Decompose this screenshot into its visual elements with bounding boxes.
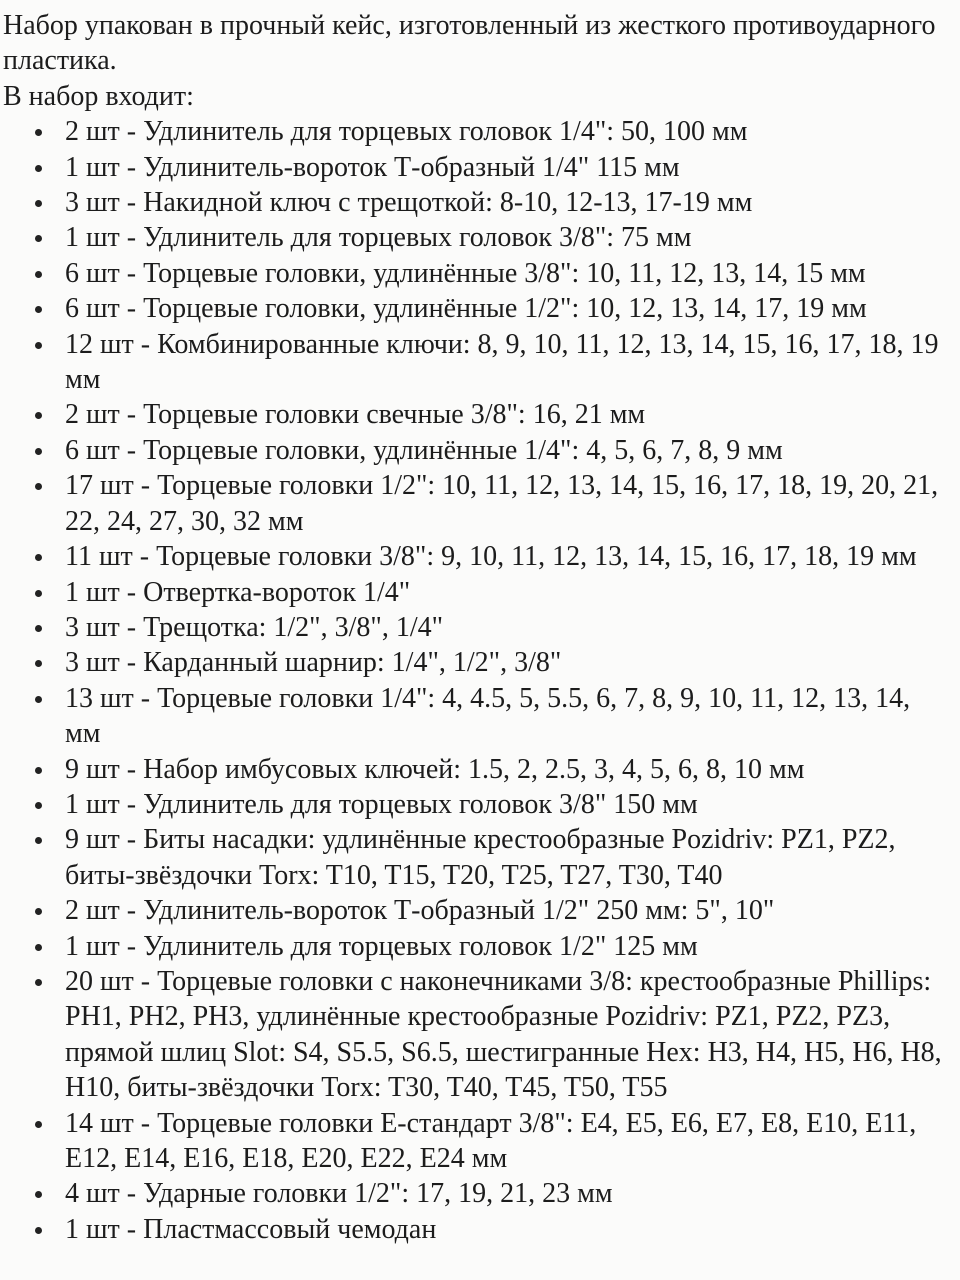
list-item: 12 шт - Комбинированные ключи: 8, 9, 10, 11, 12, 13, 14, 15, 16, 17, 18, 19 мм [65,327,952,398]
list-item: 1 шт - Удлинитель для торцевых головок 3/8": 75 мм [65,220,952,255]
list-item: 14 шт - Торцевые головки Е-стандарт 3/8": E4, E5, E6, E7, E8, E10, E11, E12, E14, E16, E18, E20, E22, E24 мм [65,1106,952,1177]
list-item: 6 шт - Торцевые головки, удлинённые 1/2": 10, 12, 13, 14, 17, 19 мм [65,291,952,326]
list-item: 11 шт - Торцевые головки 3/8": 9, 10, 11, 12, 13, 14, 15, 16, 17, 18, 19 мм [65,539,952,574]
list-heading: В набор входит: [3,80,194,112]
list-item: 2 шт - Удлинитель-вороток Т-образный 1/2" 250 мм: 5", 10" [65,893,952,928]
list-item: 9 шт - Набор имбусовых ключей: 1.5, 2, 2.5, 3, 4, 5, 6, 8, 10 мм [65,752,952,787]
list-item: 2 шт - Удлинитель для торцевых головок 1/4": 50, 100 мм [65,114,952,149]
list-item: 4 шт - Ударные головки 1/2": 17, 19, 21, 23 мм [65,1176,952,1211]
list-item: 3 шт - Накидной ключ с трещоткой: 8-10, 12-13, 17-19 мм [65,185,952,220]
list-item: 1 шт - Отвертка-вороток 1/4" [65,575,952,610]
list-item: 6 шт - Торцевые головки, удлинённые 3/8": 10, 11, 12, 13, 14, 15 мм [65,256,952,291]
list-item: 13 шт - Торцевые головки 1/4": 4, 4.5, 5, 5.5, 6, 7, 8, 9, 10, 11, 12, 13, 14, мм [65,681,952,752]
list-item: 2 шт - Торцевые головки свечные 3/8": 16, 21 мм [65,397,952,432]
intro-paragraph: Набор упакован в прочный кейс, изготовленный из жесткого противоударного пластика. [3,10,936,77]
list-item: 1 шт - Удлинитель для торцевых головок 3/8" 150 мм [65,787,952,822]
included-items-list [3,114,952,1247]
list-item: 20 шт - Торцевые головки с наконечниками 3/8: крестообразные Phillips: PH1, PH2, PH3, удлинённые крестообразные Pozidriv: PZ1, PZ2, PZ3, прямой шлиц Slot: S4, S5.5, S6.5, шестигранные Hex: H3, H4, H5, H6, H8, H10, биты-звёздочки Torx: T30, T40, T45, T50, T55 [65,964,952,1106]
list-item: 17 шт - Торцевые головки 1/2": 10, 11, 12, 13, 14, 15, 16, 17, 18, 19, 20, 21, 22, 24, 27, 30, 32 мм [65,468,952,539]
list-item: 3 шт - Карданный шарнир: 1/4", 1/2", 3/8" [65,645,952,680]
list-item: 1 шт - Пластмассовый чемодан [65,1212,952,1247]
list-item: 9 шт - Биты насадки: удлинённые крестообразные Pozidriv: PZ1, PZ2, биты-звёздочки Torx: T10, T15, T20, T25, T27, T30, T40 [65,822,952,893]
list-item: 1 шт - Удлинитель-вороток Т-образный 1/4" 115 мм [65,150,952,185]
list-item: 1 шт - Удлинитель для торцевых головок 1/2" 125 мм [65,929,952,964]
list-item: 6 шт - Торцевые головки, удлинённые 1/4": 4, 5, 6, 7, 8, 9 мм [65,433,952,468]
list-item: 3 шт - Трещотка: 1/2", 3/8", 1/4" [65,610,952,645]
